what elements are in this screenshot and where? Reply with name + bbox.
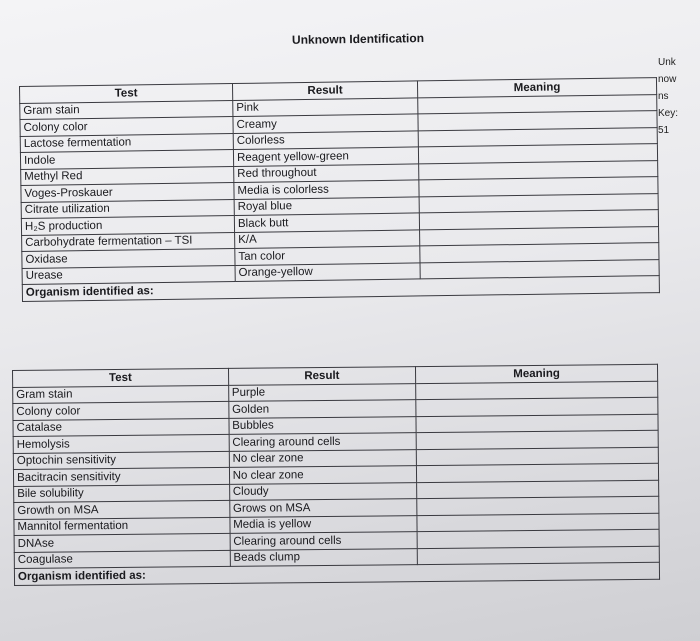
cell-result: K/A: [235, 229, 420, 248]
cell-result: Red throughout: [234, 163, 419, 182]
header-meaning: Meaning: [417, 78, 656, 98]
page-title: Unknown Identification: [291, 31, 425, 47]
organism-identified-label: Organism identified as:: [14, 562, 659, 585]
cell-test: Citrate utilization: [21, 199, 234, 218]
cell-test: Bacitracin sensitivity: [13, 467, 229, 486]
header-result: Result: [228, 367, 415, 385]
cell-result: Golden: [228, 400, 415, 418]
cell-result: No clear zone: [229, 449, 416, 467]
organism-identified-label: Organism identified as:: [22, 276, 659, 301]
header-result: Result: [232, 81, 417, 100]
cell-test: Indole: [20, 150, 233, 169]
side-note-line: now: [658, 74, 677, 85]
side-note-line: Key:: [658, 108, 679, 119]
cell-test: Hemolysis: [13, 434, 229, 453]
side-note: [658, 54, 698, 139]
side-note-line: 51: [658, 125, 670, 136]
cell-test: Urease: [22, 265, 235, 284]
cell-result: Orange-yellow: [235, 262, 420, 281]
header-test: Test: [13, 368, 229, 387]
cell-test: Gram stain: [13, 385, 229, 404]
cell-result: Clearing around cells: [230, 532, 417, 550]
cell-test: Mannitol fermentation: [14, 517, 230, 536]
cell-result: No clear zone: [229, 466, 416, 484]
cell-test: DNAse: [14, 533, 230, 552]
cell-test: Colony color: [20, 117, 233, 136]
cell-result: Black butt: [234, 213, 419, 232]
gram-negative-test-table: [19, 77, 660, 301]
cell-test: Lactose fermentation: [20, 133, 233, 152]
header-test: Test: [20, 84, 233, 103]
cell-result: Media is yellow: [230, 515, 417, 533]
cell-result: Royal blue: [234, 196, 419, 215]
cell-test: Colony color: [13, 401, 229, 420]
cell-test: Carbohydrate fermentation – TSI: [22, 232, 235, 251]
cell-result: Creamy: [233, 114, 418, 133]
cell-test: Gram stain: [20, 100, 233, 119]
cell-result: Clearing around cells: [229, 433, 416, 451]
cell-result: Reagent yellow-green: [233, 147, 418, 166]
cell-test: Optochin sensitivity: [13, 451, 229, 470]
cell-test: Methyl Red: [21, 166, 234, 185]
cell-result: Colorless: [233, 130, 418, 149]
cell-result: Grows on MSA: [229, 499, 416, 517]
cell-test: Voges-Proskauer: [21, 183, 234, 202]
cell-result: Bubbles: [229, 416, 416, 434]
cell-test: Oxidase: [22, 249, 235, 268]
side-note-line: ns: [658, 91, 669, 102]
cell-result: Media is colorless: [234, 180, 419, 199]
gram-positive-test-table: [12, 364, 660, 586]
cell-test: Bile solubility: [14, 484, 230, 503]
cell-test: Growth on MSA: [14, 500, 230, 519]
cell-result: Pink: [233, 97, 418, 116]
cell-result: Tan color: [235, 246, 420, 265]
cell-result: Beads clump: [230, 548, 417, 566]
header-meaning: Meaning: [415, 364, 657, 383]
cell-test: Catalase: [13, 418, 229, 437]
cell-result: Cloudy: [229, 482, 416, 500]
side-note-line: Unk: [658, 57, 676, 68]
cell-result: Purple: [228, 383, 415, 401]
cell-test: H₂S production: [21, 216, 234, 235]
cell-test: Coagulase: [14, 550, 230, 569]
